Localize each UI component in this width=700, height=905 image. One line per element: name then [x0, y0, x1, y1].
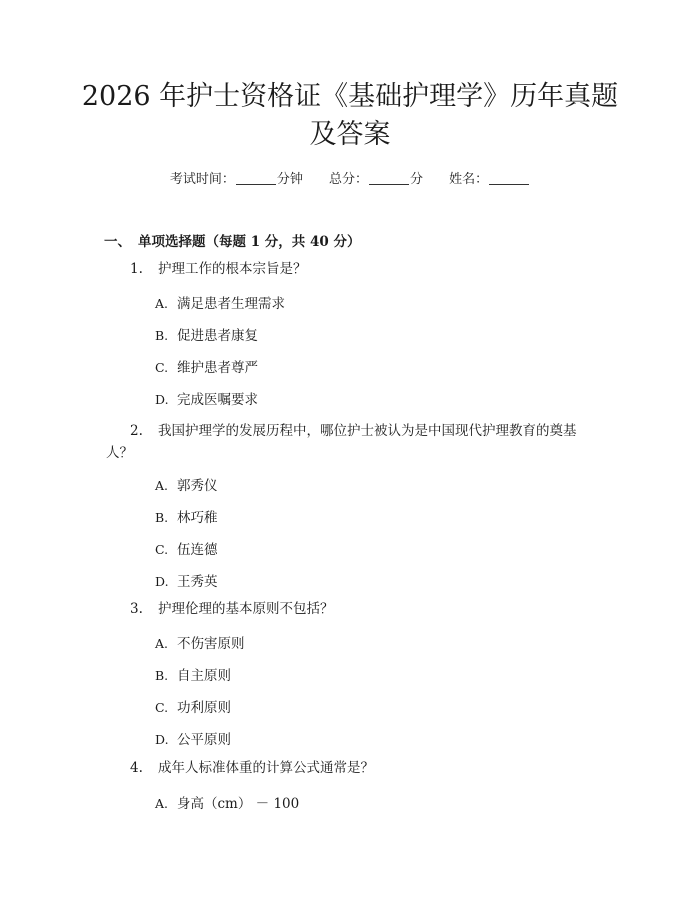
question-3 — [130, 598, 334, 620]
option-text: 郭秀仪 — [177, 478, 218, 494]
question-number: 2. — [130, 423, 143, 439]
option-text: 公平原则 — [177, 732, 231, 748]
option — [155, 664, 231, 684]
total-score — [329, 172, 423, 187]
option-letter: C. — [155, 542, 169, 557]
option — [155, 356, 258, 376]
option-text: 满足患者生理需求 — [177, 296, 285, 312]
option-letter: A. — [155, 296, 169, 311]
question-line-2: 人？ — [106, 445, 133, 461]
option-letter: C. — [155, 360, 169, 375]
question-number: 1. — [130, 261, 143, 277]
question-text: 护理工作的根本宗旨是？ — [158, 261, 307, 277]
option-letter: A. — [155, 478, 169, 493]
question-text: 护理伦理的基本原则不包括？ — [158, 601, 334, 617]
option-letter: B. — [155, 328, 169, 343]
option-text: 功利原则 — [177, 700, 231, 716]
option — [155, 388, 258, 408]
name-label: 姓名： — [449, 172, 489, 187]
option — [155, 292, 285, 312]
option-letter: A. — [155, 796, 169, 811]
score-blank — [369, 172, 409, 185]
option-letter: B. — [155, 510, 169, 525]
option-letter: D. — [155, 392, 169, 407]
time-unit: 分钟 — [276, 172, 303, 187]
option-letter: D. — [155, 732, 169, 747]
question-line-1 — [106, 420, 606, 442]
title-line-2: 及答案 — [309, 119, 391, 150]
option-letter: B. — [155, 668, 169, 683]
section-heading — [104, 230, 360, 250]
option — [155, 696, 231, 716]
option-text: 完成医嘱要求 — [177, 392, 258, 408]
question-2 — [106, 420, 606, 464]
option — [155, 506, 218, 526]
question-number: 3. — [130, 601, 143, 617]
option-text: 身高（cm） － 100 — [177, 796, 300, 812]
name-blank — [489, 172, 529, 185]
option-letter: C. — [155, 700, 169, 715]
option-letter: A. — [155, 636, 169, 651]
time-blank — [236, 172, 276, 185]
document-title — [60, 78, 640, 154]
option-text: 促进患者康复 — [177, 328, 258, 344]
option — [155, 324, 258, 344]
exam-time — [170, 172, 303, 187]
option — [155, 792, 299, 812]
option — [155, 570, 218, 590]
option-text: 自主原则 — [177, 668, 231, 684]
option-letter: D. — [155, 574, 169, 589]
option-text: 伍连德 — [177, 542, 218, 558]
exam-meta — [0, 168, 700, 187]
option-text: 王秀英 — [177, 574, 218, 590]
option — [155, 474, 218, 494]
question-text: 我国护理学的发展历程中，哪位护士被认为是中国现代护理教育的奠基 — [158, 423, 577, 439]
question-1 — [130, 258, 307, 280]
option-text: 维护患者尊严 — [177, 360, 258, 376]
option — [155, 538, 218, 558]
score-label: 总分： — [328, 172, 368, 187]
section-number: 一、 — [104, 234, 131, 250]
question-4 — [130, 757, 374, 779]
question-text: 成年人标准体重的计算公式通常是？ — [158, 760, 374, 776]
option — [155, 728, 231, 748]
title-line-1: 2026 年护士资格证《基础护理学》历年真题 — [81, 81, 619, 112]
section-title: 单项选择题（每题 1 分，共 40 分） — [138, 234, 361, 250]
question-number: 4. — [130, 760, 143, 776]
score-unit: 分 — [410, 172, 424, 187]
option — [155, 632, 245, 652]
option-text: 林巧稚 — [177, 510, 218, 526]
option-text: 不伤害原则 — [177, 636, 245, 652]
time-label: 考试时间： — [169, 172, 235, 187]
student-name — [449, 172, 530, 187]
